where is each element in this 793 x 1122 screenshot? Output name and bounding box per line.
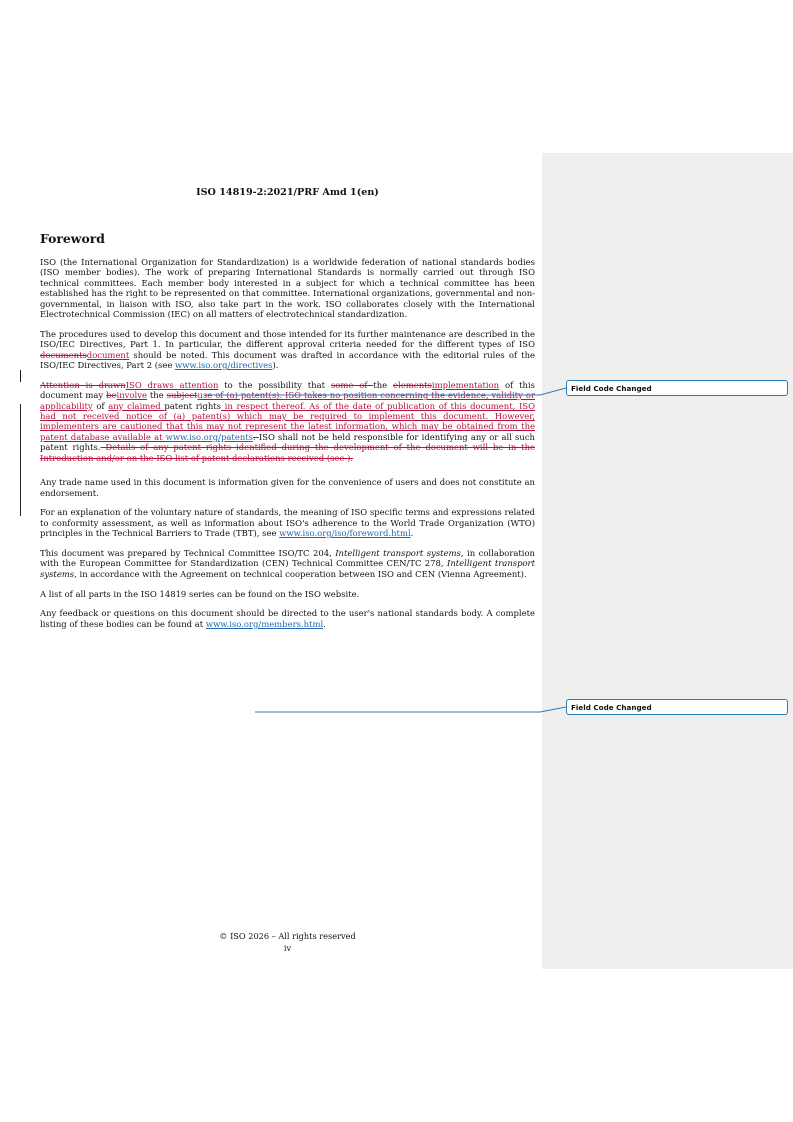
- text-run: ).: [272, 360, 279, 371]
- text-run: , in collaboration with the European Committee for Standardization (CEN) Technical Committee CEN/TC 278,: [40, 547, 535, 569]
- members-link[interactable]: www.iso.org/members.html: [205, 618, 324, 629]
- foreword-heading: Foreword: [40, 231, 105, 246]
- inserted-text: any claimed: [108, 400, 165, 411]
- text-run: patent rights: [164, 400, 221, 411]
- copyright-notice: © ISO 2026 – All rights reserved: [219, 931, 356, 941]
- deleted-text: subject: [166, 390, 198, 401]
- text-run: the: [146, 390, 167, 401]
- italic-text: Intelligent transport systems: [335, 547, 461, 558]
- comment-balloon[interactable]: [566, 380, 788, 396]
- deleted-text: documents: [40, 349, 87, 360]
- text-run: This document was prepared by Technical Committee ISO/TC 204,: [40, 547, 336, 558]
- inserted-text: use of (a) patent(s). ISO takes no position concerning the evidence, validity or applicability: [40, 390, 535, 411]
- inserted-text: implementation: [431, 379, 500, 390]
- text-run: For an explanation of the voluntary nature of standards, the meaning of ISO specific terms and expressions related to conformity assessment, as well as information about ISO's adherence to the World Trade Organization (WTO) principles in the Technical Barriers to Trade (TBT), see: [40, 507, 535, 539]
- comment-balloon[interactable]: [566, 699, 788, 715]
- directives-link[interactable]: www.iso.org/directives: [175, 360, 273, 371]
- italic-text: Intelligent transport systems,: [40, 558, 535, 579]
- deleted-text: be: [106, 390, 117, 401]
- text-run: of: [92, 400, 109, 411]
- paragraph-iso-intro: ISO (the International Organization for Standardization) is a worldwide federation of national standards bodies (ISO member bodies). The work of preparing International Standards is normally carried out through ISO technical committees. Each member body interested in a subject for which a technical committee has been established has the right to be represented on that committee. International organizations, governmental and non-governmental, in liaison with ISO, also take part in the work. ISO collaborates closely with the International Electrotechnical Commission (IEC) on all matters of electrotechnical standardization.: [40, 257, 535, 320]
- paragraph-parts-list: A list of all parts in the ISO 14819 series can be found on the ISO website.: [40, 588, 360, 599]
- text-run: .: [323, 618, 326, 629]
- patents-link[interactable]: www.iso.org/patents: [165, 431, 253, 442]
- text-run: ISO shall not be held responsible for identifying any or all such patent rights.: [40, 431, 535, 453]
- comment-label: Field Code Changed: [571, 384, 652, 393]
- deleted-text: .: [252, 431, 259, 442]
- text-run: The procedures used to develop this document and those intended for its further maintenance are described in the ISO/IEC Directives, Part 1. In particular, the different approval criteria needed for the different types of ISO: [40, 328, 535, 350]
- inserted-text: document: [86, 349, 130, 360]
- foreword-link[interactable]: www.iso.org/iso/foreword.html: [279, 528, 411, 539]
- page-footer: [40, 931, 535, 954]
- inserted-text: ISO draws attention: [125, 379, 219, 390]
- page-header: ISO 14819-2:2021/PRF Amd 1(en): [196, 187, 379, 198]
- deleted-text: Details of any patent rights identified during the development of the document will be in the Introduction and/or on the ISO list of patent declarations received (see ).: [40, 442, 535, 463]
- text-run: in accordance with the Agreement on technical cooperation between ISO and CEN (Vienna Agreement).: [76, 568, 527, 579]
- deleted-text: Attention is drawn: [40, 379, 126, 390]
- text-run: to the possibility that: [218, 379, 331, 390]
- text-run: .: [410, 528, 414, 539]
- inserted-text: in respect thereof. As of the date of publication of this document, ISO had not received notice of (a) patent(s) which may be required to implement this document. However, implementers are cautioned that this may not represent the latest information, which may be obtained from the patent database available at: [40, 400, 535, 442]
- text-run: should be noted. This document was drafted in accordance with the editorial rules of the ISO/IEC Directives, Part 2 (see: [40, 349, 535, 371]
- deleted-text: elements: [393, 379, 432, 390]
- text-run: the: [373, 379, 394, 390]
- page-number: iv: [283, 942, 292, 953]
- text-run: of this document may: [40, 379, 535, 401]
- comment-label: Field Code Changed: [571, 703, 652, 712]
- inserted-text: involve: [116, 390, 147, 401]
- text-run: Any feedback or questions on this document should be directed to the user's national standards body. A complete listing of these bodies can be found at: [40, 608, 535, 629]
- deleted-text: some of: [330, 379, 374, 390]
- paragraph-trade-name: Any trade name used in this document is information given for the convenience of users and does not constitute an endorsement.: [40, 477, 535, 498]
